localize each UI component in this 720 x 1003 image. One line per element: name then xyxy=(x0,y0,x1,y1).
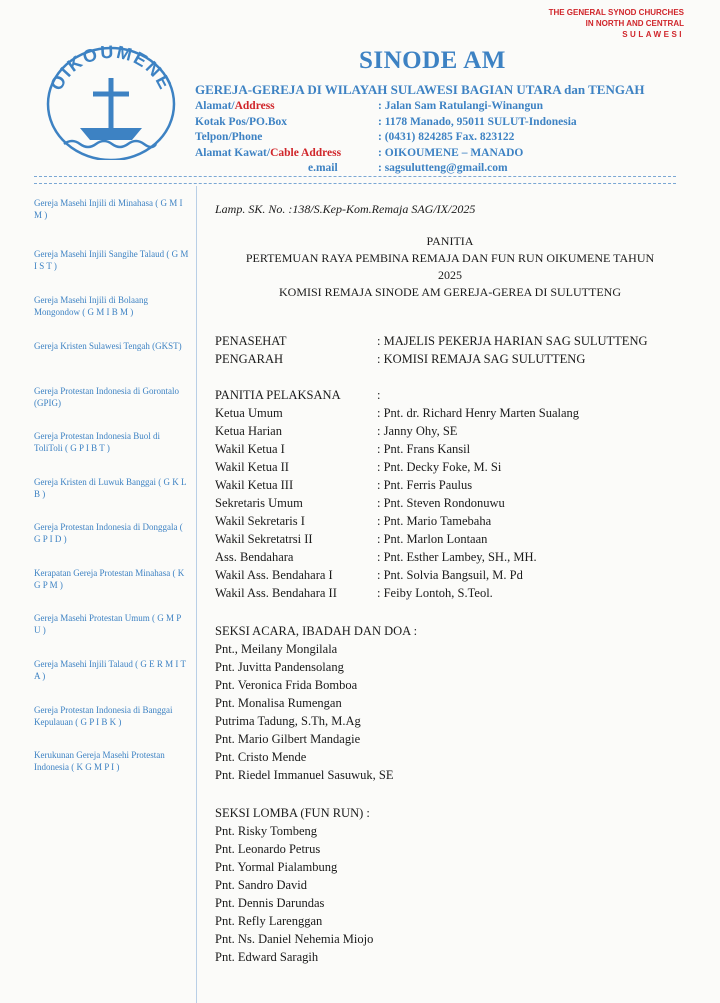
role-value: : Pnt. Frans Kansil xyxy=(377,442,471,456)
oikoumene-logo xyxy=(44,42,176,160)
role-name: Ass. Bendahara xyxy=(215,550,294,564)
corner-line: IN NORTH AND CENTRAL xyxy=(585,19,684,28)
role-name: Wakil Ass. Bendahara I xyxy=(215,568,333,582)
contact-key: Alamat/ xyxy=(195,100,235,112)
role-name: Wakil Sekretaris I xyxy=(215,514,305,528)
member-name: Pnt. Riedel Immanuel Sasuwuk, SE xyxy=(215,768,394,782)
sidebar-church: Gereja Kristen Sulawesi Tengah (GKST) xyxy=(34,341,182,351)
sidebar-church: Gereja Masehi Injili Talaud ( G E R M I T A ) xyxy=(34,659,186,681)
role-name: Wakil Ketua I xyxy=(215,442,285,456)
role-value: : Pnt. Mario Tamebaha xyxy=(377,514,492,528)
contact-key: Alamat Kawat/ xyxy=(195,146,271,159)
role-value: : Pnt. Esther Lambey, SH., MH. xyxy=(377,550,537,564)
member-name: Pnt. Juvitta Pandensolang xyxy=(215,660,344,674)
role-value: : Janny Ohy, SE xyxy=(377,424,458,438)
role-name: Ketua Umum xyxy=(215,406,283,420)
section-colon: : xyxy=(377,388,381,402)
corner-line: THE GENERAL SYNOD CHURCHES xyxy=(548,8,684,17)
sidebar-church: Gereja Protestan Indonesia di Donggala ( G P I D ) xyxy=(34,522,183,544)
contact-value: : (0431) 824285 Fax. 823122 xyxy=(378,131,515,143)
reference-number: Lamp. SK. No. :138/S.Kep-Kom.Remaja SAG/IX/2025 xyxy=(215,202,476,216)
section-title: PANITIA PELAKSANA xyxy=(215,388,341,402)
role-name: Wakil Ketua III xyxy=(215,478,294,492)
contact-key-red: Address xyxy=(234,100,275,112)
heading-line: KOMISI REMAJA SINODE AM GEREJA-GEREA DI SULUTTENG xyxy=(279,285,621,299)
member-name: Pnt. Dennis Darundas xyxy=(215,896,325,910)
role-value: : Pnt. Ferris Paulus xyxy=(377,478,473,492)
logo-text: OIKOUMENE xyxy=(46,42,176,94)
role-value: : Pnt. Solvia Bangsuil, M. Pd xyxy=(377,568,523,582)
member-name: Pnt., Meilany Mongilala xyxy=(215,642,338,656)
member-name: Pnt. Refly Larenggan xyxy=(215,914,323,928)
contact-value: : OIKOUMENE – MANADO xyxy=(378,146,524,159)
role-value: : Pnt. Marlon Lontaan xyxy=(377,532,488,546)
member-name: Pnt. Mario Gilbert Mandagie xyxy=(215,732,361,746)
contact-key: e.mail xyxy=(308,162,338,174)
sidebar-church: Gereja Protestan Indonesia di Banggai Kepulauan ( G P I B K ) xyxy=(34,705,173,727)
letterhead-subtitle: GEREJA-GEREJA DI WILAYAH SULAWESI BAGIAN UTARA dan TENGAH xyxy=(195,82,645,97)
role-name: Wakil Ass. Bendahara II xyxy=(215,586,337,600)
member-name: Putrima Tadung, S.Th, M.Ag xyxy=(215,714,361,728)
role-value: : KOMISI REMAJA SAG SULUTTENG xyxy=(377,352,586,366)
letterhead-title: SINODE AM xyxy=(359,47,506,74)
member-name: Pnt. Cristo Mende xyxy=(215,750,307,764)
section-title-acara: SEKSI ACARA, IBADAH DAN DOA : xyxy=(215,624,418,638)
heading-line: 2025 xyxy=(438,268,462,282)
role-value: : MAJELIS PEKERJA HARIAN SAG SULUTTENG xyxy=(377,334,648,348)
contact-key-red: Cable Address xyxy=(270,146,342,159)
sidebar-church: Gereja Protestan Indonesia di Gorontalo (GPIG) xyxy=(34,386,179,408)
role-name: Ketua Harian xyxy=(215,424,282,438)
sidebar-church: Gereja Masehi Injili di Bolaang Mongondow ( G M I B M ) xyxy=(34,295,148,317)
corner-line: SULAWESI xyxy=(622,30,684,39)
member-name: Pnt. Ns. Daniel Nehemia Miojo xyxy=(215,932,374,946)
member-name: Pnt. Edward Saragih xyxy=(215,950,319,964)
role-name: Wakil Ketua II xyxy=(215,460,289,474)
contact-key: Telpon/Phone xyxy=(195,131,263,143)
sidebar-church: Kerukunan Gereja Masehi Protestan Indonesia ( K G M P I ) xyxy=(34,750,165,772)
member-name: Pnt. Veronica Frida Bomboa xyxy=(215,678,358,692)
contact-key: Kotak Pos/PO.Box xyxy=(195,115,288,128)
contact-value: : Jalan Sam Ratulangi-Winangun xyxy=(378,100,543,112)
role-name: Sekretaris Umum xyxy=(215,496,303,510)
role-name: PENGARAH xyxy=(215,352,284,366)
member-name: Pnt. Yormal Pialambung xyxy=(215,860,338,874)
role-value: : Pnt. Decky Foke, M. Si xyxy=(377,460,502,474)
member-name: Pnt. Monalisa Rumengan xyxy=(215,696,342,710)
sidebar-church: Gereja Masehi Injili Sangihe Talaud ( G M I S T ) xyxy=(34,249,189,271)
heading-line: PANITIA xyxy=(426,234,474,248)
sidebar-divider xyxy=(196,186,197,1003)
member-name: Pnt. Leonardo Petrus xyxy=(215,842,321,856)
sidebar-church: Gereja Kristen di Luwuk Banggai ( G K L B ) xyxy=(34,477,187,499)
heading-line: PERTEMUAN RAYA PEMBINA REMAJA DAN FUN RUN OIKUMENE TAHUN xyxy=(245,251,655,265)
role-value: : Pnt. Steven Rondonuwu xyxy=(377,496,505,510)
role-value: : Feiby Lontoh, S.Teol. xyxy=(377,586,493,600)
header-divider xyxy=(34,176,676,184)
member-name: Pnt. Risky Tombeng xyxy=(215,824,318,838)
contact-value: : 1178 Manado, 95011 SULUT-Indonesia xyxy=(378,115,577,128)
role-value: : Pnt. dr. Richard Henry Marten Sualang xyxy=(377,406,580,420)
contact-value: : sagsulutteng@gmail.com xyxy=(378,162,508,174)
role-name: PENASEHAT xyxy=(215,334,287,348)
role-name: Wakil Sekretatrsi II xyxy=(215,532,313,546)
sidebar-church: Kerapatan Gereja Protestan Minahasa ( K G P M ) xyxy=(34,568,185,590)
member-name: Pnt. Sandro David xyxy=(215,878,308,892)
sidebar-church: Gereja Masehi Injili di Minahasa ( G M I M ) xyxy=(34,198,183,220)
section-title-lomba: SEKSI LOMBA (FUN RUN) : xyxy=(215,806,370,820)
sidebar-church: Gereja Masehi Protestan Umum ( G M P U ) xyxy=(34,613,181,635)
sidebar-church: Gereja Protestan Indonesia Buol di ToliToli ( G P I B T ) xyxy=(34,431,160,453)
corner-caption xyxy=(524,7,684,40)
